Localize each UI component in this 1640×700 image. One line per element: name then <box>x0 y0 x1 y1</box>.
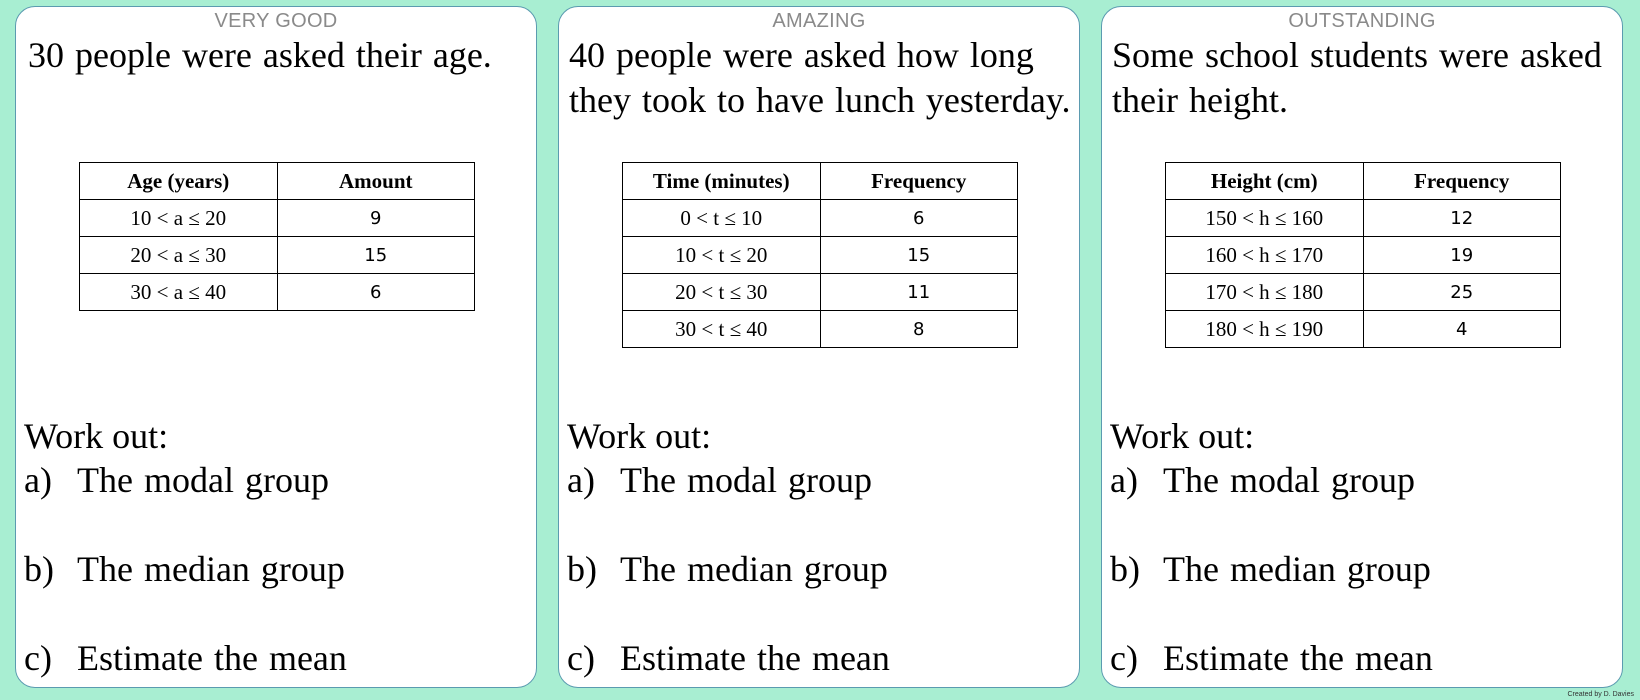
class-interval: 20 < a ≤ 30 <box>80 237 278 274</box>
frequency-table <box>622 162 1018 348</box>
task-letter: a) <box>24 460 52 500</box>
task-text: The modal group <box>77 460 329 500</box>
question-text: Some school students were asked their height. <box>1112 35 1602 120</box>
frequency-value: 15 <box>277 237 475 274</box>
column-header: Time (minutes) <box>623 163 821 200</box>
task-item <box>1110 547 1431 591</box>
table-header-row <box>1166 163 1561 200</box>
task-item <box>567 547 888 591</box>
table-header-row <box>80 163 475 200</box>
work-out-heading: Work out: <box>567 416 712 456</box>
column-header: Age (years) <box>80 163 278 200</box>
table-row <box>1166 200 1561 237</box>
task-item <box>567 636 890 680</box>
question-text: 40 people were asked how long they took to have lunch yesterday. <box>569 35 1071 120</box>
work-out-heading: Work out: <box>24 416 169 456</box>
task-text: Estimate the mean <box>620 638 890 678</box>
task-text: The median group <box>620 549 888 589</box>
task-letter: b) <box>24 549 54 589</box>
task-letter: a) <box>1110 460 1138 500</box>
credit-text: Created by D. Davies <box>1567 691 1634 698</box>
frequency-value: 15 <box>820 237 1018 274</box>
class-interval: 10 < a ≤ 20 <box>80 200 278 237</box>
task-letter: c) <box>567 638 595 678</box>
difficulty-label: AMAZING <box>772 10 866 32</box>
frequency-table <box>79 162 475 311</box>
task-text: The modal group <box>1163 460 1415 500</box>
class-interval: 30 < a ≤ 40 <box>80 274 278 311</box>
difficulty-label: OUTSTANDING <box>1288 10 1436 32</box>
task-text: Estimate the mean <box>77 638 347 678</box>
table-row <box>80 274 475 311</box>
column-header: Height (cm) <box>1166 163 1364 200</box>
card-amazing <box>558 6 1080 688</box>
column-header: Amount <box>277 163 475 200</box>
table-row <box>623 311 1018 348</box>
class-interval: 0 < t ≤ 10 <box>623 200 821 237</box>
frequency-value: 19 <box>1363 237 1561 274</box>
task-text: Estimate the mean <box>1163 638 1433 678</box>
task-letter: a) <box>567 460 595 500</box>
task-letter: c) <box>24 638 52 678</box>
task-item <box>24 458 329 502</box>
table-row <box>80 237 475 274</box>
table-row <box>623 237 1018 274</box>
frequency-value: 6 <box>820 200 1018 237</box>
frequency-value: 25 <box>1363 274 1561 311</box>
class-interval: 170 < h ≤ 180 <box>1166 274 1364 311</box>
column-header: Frequency <box>1363 163 1561 200</box>
table-row <box>1166 274 1561 311</box>
frequency-value: 11 <box>820 274 1018 311</box>
task-item <box>1110 458 1415 502</box>
class-interval: 20 < t ≤ 30 <box>623 274 821 311</box>
table-row <box>1166 311 1561 348</box>
table-row <box>623 200 1018 237</box>
work-out-heading: Work out: <box>1110 416 1255 456</box>
class-interval: 150 < h ≤ 160 <box>1166 200 1364 237</box>
frequency-table <box>1165 162 1561 348</box>
task-text: The modal group <box>620 460 872 500</box>
frequency-value: 9 <box>277 200 475 237</box>
task-item <box>24 636 347 680</box>
table-header-row <box>623 163 1018 200</box>
frequency-value: 6 <box>277 274 475 311</box>
class-interval: 180 < h ≤ 190 <box>1166 311 1364 348</box>
task-text: The median group <box>1163 549 1431 589</box>
task-text: The median group <box>77 549 345 589</box>
frequency-value: 12 <box>1363 200 1561 237</box>
question-text: 30 people were asked their age. <box>28 35 492 75</box>
card-outstanding <box>1101 6 1623 688</box>
task-letter: c) <box>1110 638 1138 678</box>
task-item <box>567 458 872 502</box>
frequency-value: 4 <box>1363 311 1561 348</box>
difficulty-label: VERY GOOD <box>214 10 338 32</box>
task-letter: b) <box>567 549 597 589</box>
class-interval: 160 < h ≤ 170 <box>1166 237 1364 274</box>
column-header: Frequency <box>820 163 1018 200</box>
task-letter: b) <box>1110 549 1140 589</box>
class-interval: 10 < t ≤ 20 <box>623 237 821 274</box>
card-very-good <box>15 6 537 688</box>
table-row <box>1166 237 1561 274</box>
task-item <box>24 547 345 591</box>
table-row <box>80 200 475 237</box>
class-interval: 30 < t ≤ 40 <box>623 311 821 348</box>
task-item <box>1110 636 1433 680</box>
table-row <box>623 274 1018 311</box>
frequency-value: 8 <box>820 311 1018 348</box>
